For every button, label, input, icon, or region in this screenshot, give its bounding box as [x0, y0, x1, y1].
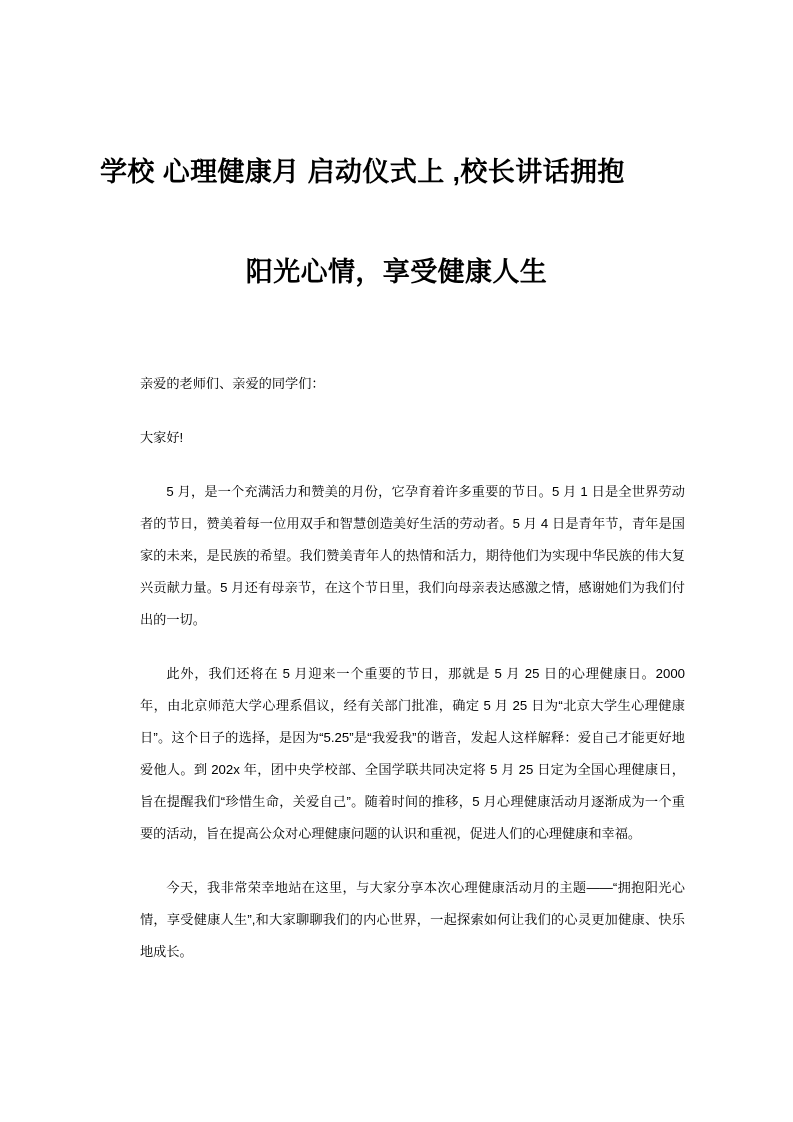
- greeting-line: 大家好!: [140, 430, 184, 445]
- document-title-line-1: 学校 心理健康月 启动仪式上 ,校长讲话拥抱: [100, 157, 625, 187]
- salutation-line: 亲爱的老师们、亲爱的同学们：: [140, 376, 325, 391]
- document-body: [140, 368, 685, 968]
- document-title-line-2: 阳光心情，享受健康人生: [245, 257, 548, 287]
- body-paragraph-1: 5 月，是一个充满活力和赞美的月份，它孕育着许多重要的节日。5 月 1 日是全世界劳动者的节日，赞美着每一位用双手和智慧创造美好生活的劳动者。5 月 4 日是青年节，青年是国家的未来，是民族的希望。我们赞美青年人的热情和活力，期待他们为实现中华民族的伟大复兴贡献力量。5 月还有母亲节，在这个节日里，我们向母亲表达感激之情，感谢她们为我们付出的一切。: [140, 484, 685, 627]
- body-paragraph-3: 今天，我非常荣幸地站在这里，与大家分享本次心理健康活动月的主题——“拥抱阳光心情，享受健康人生”,和大家聊聊我们的内心世界，一起探索如何让我们的心灵更加健康、快乐地成长。: [140, 880, 685, 959]
- body-paragraph-2: 此外，我们还将在 5 月迎来一个重要的节日，那就是 5 月 25 日的心理健康日。2000 年，由北京师范大学心理系倡议，经有关部门批准，确定 5 月 25 日为“北京大学生心理健康日”。这个日子的选择，是因为“5.25”是“我爱我”的谐音，发起人这样解释：爱自己才能更好地爱他人。到 202x 年，团中央学校部、全国学联共同决定将 5 月 25 日定为全国心理健康日，旨在提醒我们“珍惜生命，关爱自己”。随着时间的推移，5 月心理健康活动月逐渐成为一个重要的活动，旨在提高公众对心理健康问题的认识和重视，促进人们的心理健康和幸福。: [140, 666, 685, 841]
- document-title: [100, 122, 693, 322]
